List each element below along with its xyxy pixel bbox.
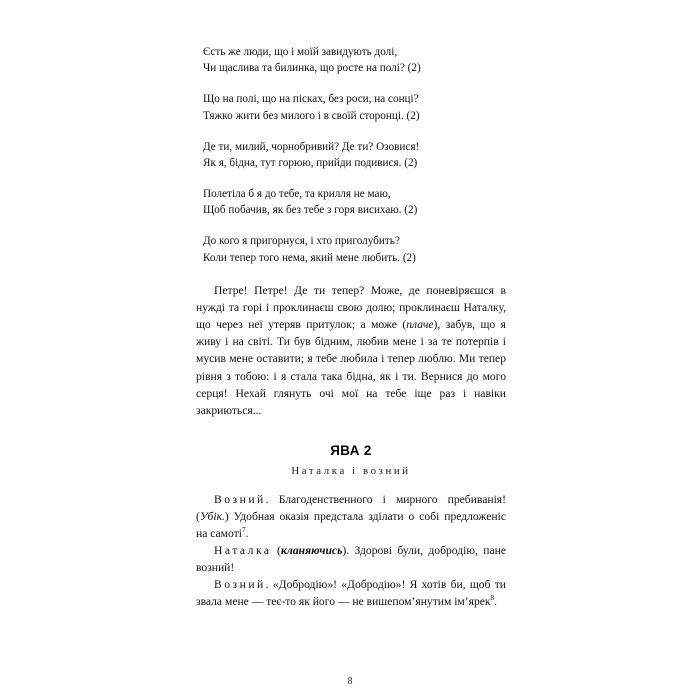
dialogue-list bbox=[196, 491, 506, 611]
scene-subtitle: Наталка і возний bbox=[291, 464, 411, 477]
verse-line: Полетіла б я до тебе, та крилля не маю, bbox=[203, 187, 391, 200]
dialogue-text-after: ) Удобная оказія предстала зділати о собі предложеніс на самоті bbox=[196, 509, 506, 540]
stanza bbox=[203, 91, 506, 124]
verse-line: Єсть же люди, що і моїй завидують долі, bbox=[203, 46, 398, 58]
dialogue-line bbox=[196, 576, 506, 610]
monologue-paragraph bbox=[196, 282, 506, 419]
stanza bbox=[203, 139, 506, 172]
page-number: 8 bbox=[347, 676, 353, 687]
verse-line: Як я, бідна, тут горюю, прийди подивися. (2) bbox=[203, 157, 418, 170]
dialogue-text-before: . Благоденственного і мирного пребиванія! ( bbox=[196, 492, 506, 523]
dialogue-text-after: ). Здорові були, добродію, пане возний! bbox=[196, 544, 506, 575]
footnote-marker[interactable]: 8 bbox=[490, 594, 495, 603]
stage-direction: кланяючись bbox=[280, 544, 343, 558]
stanza bbox=[203, 233, 506, 266]
text-column bbox=[196, 44, 506, 610]
dialogue-text-before: . «Добродію»! «Добродію»! Я хотів би, щоб ти звала мене — теє-то як його — не вишепом’янутим ім’ярек bbox=[196, 578, 506, 609]
dialogue-text-before: ( bbox=[271, 544, 281, 558]
footnote-marker[interactable]: 7 bbox=[241, 526, 246, 535]
speaker-name: Возний bbox=[214, 492, 266, 506]
stanza bbox=[203, 44, 506, 77]
verse-line: До кого я пригорнуся, і хто приголубить? bbox=[203, 235, 400, 248]
stage-direction: Убік. bbox=[199, 509, 225, 523]
stage-direction: плаче bbox=[406, 318, 434, 332]
verse-line: Що на полі, що на пісках, без роси, на сонці? bbox=[203, 93, 419, 106]
dialogue-tail: . bbox=[494, 595, 498, 609]
monologue-text-part-2: ), забув, що я живу і на світі. Ти був бідним, любив мене і за те потерпів і мусив мене оставити; я тебе любила і тепер люблю. Ми тепер рівня з тобою: і я стала така бідна, як і ти. Вернися до мого серця! Нехай глянуть очі мої на тебе іще раз і навіки закриються... bbox=[196, 318, 506, 417]
dialogue-tail: . bbox=[245, 527, 249, 540]
speaker-name: Наталка bbox=[214, 544, 272, 558]
verse-line: Де ти, милий, чорнобривий? Де ти? Озовися! bbox=[203, 140, 420, 153]
dialogue-line bbox=[196, 491, 506, 542]
verse-line: Тяжко жити без милого і в своїй сторонці. (2) bbox=[203, 109, 420, 122]
monologue-text-part-1: Петре! Петре! Де ти тепер? Може, де поневіряєшся в нужді та горі і проклинаєш свою долю; проклинаєш Наталку, що через неї утеряв притулок; а може ( bbox=[196, 284, 506, 332]
scene-heading: ЯВА 2 bbox=[330, 442, 372, 458]
song-verses bbox=[203, 44, 506, 266]
dialogue-line bbox=[196, 542, 506, 576]
speaker-name: Возний bbox=[214, 578, 266, 592]
verse-line: Чи щаслива та билинка, що росте на полі? (2) bbox=[203, 62, 421, 75]
stanza bbox=[203, 186, 506, 219]
verse-line: Коли тепер того нема, який мене любить. (2) bbox=[203, 251, 416, 264]
verse-line: Щоб побачив, як без тебе з горя висихаю. (2) bbox=[203, 204, 418, 217]
